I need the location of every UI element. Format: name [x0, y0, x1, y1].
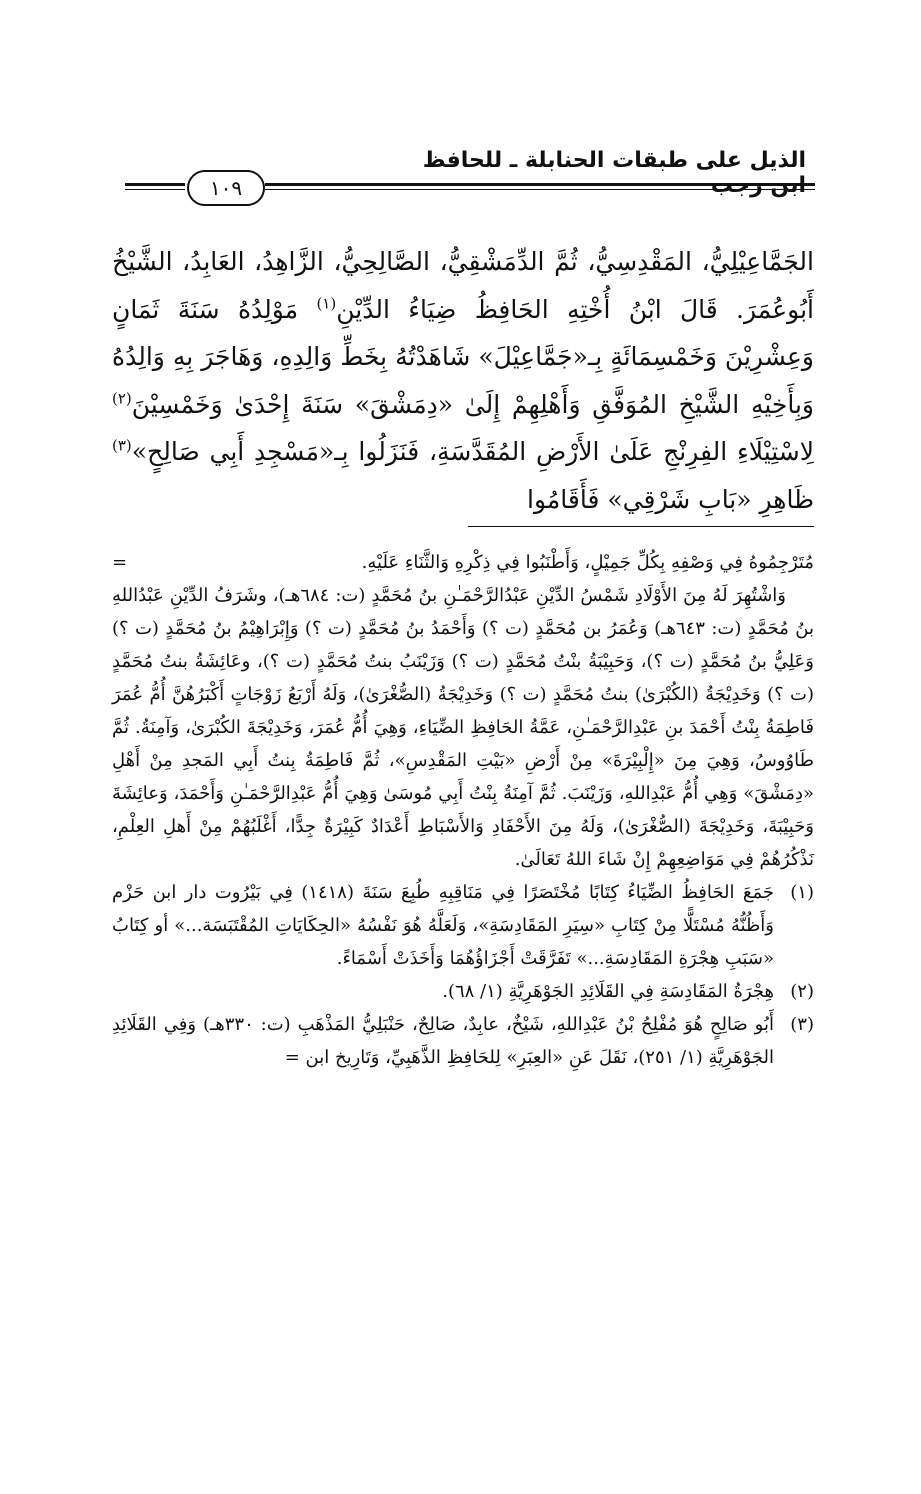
footnote-2-marker: (٢) — [790, 981, 814, 1002]
footnote-1-text: جَمَعَ الحَافِظُ الضِّيَاءُ كِتَابًا مُخْتَصَرًا فِي مَنَاقِبِهِ طُبِعَ سَنَةَ (١٤١٨) فِي بَيْرُوت دار ابن حَزْم وَأَظُنُّهُ مُسْتَلًّا مِنْ كِتَابِ «سِيَرِ المَقَادِسَةِ»، وَلَعَلَّهُ هُوَ نَفْسُهُ «الحِكَايَاتِ المُقْتَبَسَة...» أو كِتَابُ «سَبَبِ هِجْرَةِ المَقَادِسَةِ...» تَفَرَّقَتْ أَجْزَاؤُهُمَا وَأَخَذَتْ أَسْمَاءً. — [112, 882, 775, 969]
footnote-1 — [112, 876, 814, 975]
footnote-ref-3: (٣) — [112, 436, 132, 455]
footnote-divider — [468, 526, 814, 527]
footnote-continuation-text: مُتَرْجِمُوهُ فِي وَصْفِهِ بِكُلِّ جَمِيْلٍ، وَأَطْنَبُوا فِي ذِكْرِهِ وَالثَّنَاءِ عَلَيْهِ. — [361, 552, 814, 573]
footnote-continuation — [112, 546, 814, 579]
footnote-2-text: هِجْرَةُ المَقَادِسَةِ فِي القَلَائِدِ الجَوْهَرِيَّةِ (١/ ٦٨). — [442, 981, 774, 1002]
running-title: الذيل على طبقات الحنابلة ـ للحافظ ابن رجب — [422, 148, 806, 198]
main-text-part-2: مَوْلِدُهُ سَنَةَ ثَمَانٍ وَعِشْرِيْنَ وَخَمْسِمَائَةٍ بِـ«جَمَّاعِيْلَ» شَاهَدْتُهُ بِخَطِّ وَالِدِهِ، وَهَاجَرَ بِهِ وَالِدُهُ وَبِأَخِيْهِ الشَّيْخِ المُوَفَّقِ وَأَهْلِهِمْ إِلَىٰ «دِمَشْقَ» سَنَةَ إِحْدَىٰ وَخَمْسِيْنَ — [112, 294, 814, 419]
footnote-ref-1: (١) — [316, 294, 337, 313]
footnote-1-marker: (١) — [790, 882, 814, 903]
main-text-block — [112, 238, 814, 523]
footnote-ref-2: (٢) — [112, 389, 132, 408]
footnote-2 — [112, 975, 814, 1008]
page-number: ١٠٩ — [187, 170, 265, 206]
main-text-part-1: الجَمَّاعِيْلِيُّ، المَقْدِسِيُّ، ثُمَّ الدِّمَشْقِيُّ، الصَّالِحِيُّ، الزَّاهِدُ، العَابِدُ، الشَّيْخُ أَبُوعُمَرَ. قَالَ ابْنُ أُخْتِهِ الحَافِظُ ضِيَاءُ الدِّيْنِ — [112, 247, 814, 324]
rule-left-segment — [125, 183, 185, 190]
footnote-3 — [112, 1008, 814, 1074]
footnote-continuation-paragraph: وَاشْتُهِرَ لَهُ مِنَ الأَوْلَادِ شَمْسُ الدِّيْنِ عَبْدُالرَّحْمَـٰنِ بنُ مُحَمَّدٍ (ت: ٦٨٤هـ)، وشَرَفُ الدِّيْنِ عَبْدُاللهِ بنُ مُحَمَّدٍ (ت: ٦٤٣هـ) وَعُمَرُ بن مُحَمَّدٍ (ت ؟) وَأَحْمَدُ بنُ مُحَمَّدٍ (ت ؟) وَإِبْرَاهِيْمُ بنُ مُحَمَّدٍ (ت ؟) وَعَلِيُّ بنُ مُحَمَّدٍ (ت ؟)، وَحَبِيْبَةُ بنْتُ مُحَمَّدٍ (ت ؟) وَزَيْنَبُ بنتُ مُحَمَّدٍ (ت ؟)، وعَائِشَةُ بنتُ مُحَمَّدٍ (ت ؟) وَخَدِيْجَةُ (الكُبْرَىٰ) بنتُ مُحَمَّدٍ (ت ؟) وَخَدِيْجَةُ (الصُّغْرَىٰ)، وَلَهُ أَرْبَعُ زَوْجَاتٍ أَكْبَرُهُنَّ أُمُّ عُمَرَ فَاطِمَةُ بِنْتُ أَحْمَدَ بنِ عَبْدِالرَّحْمَـٰنِ، عَمَّةُ الحَافِظِ الضِّيَاءِ، وَهِيَ أُمُّ عُمَرَ، وَخَدِيْجَةَ الكُبْرَىٰ، وَآمِنَةُ. ثُمَّ طَاوُوسُ، وَهِيَ مِنَ «إِلْبِيْرَةَ» مِنْ أَرْضِ «بَيْتِ المَقْدِسِ»، ثُمَّ فَاطِمَةُ بِنتُ أَبِي المَجدِ مِنْ أَهْلِ «دِمَشْقَ» وَهِي أُمُّ عَبْدِاللهِ، وَزَيْنَبَ. ثُمَّ آمِنَةُ بِنْتُ أَبِي مُوسَىٰ وَهِيَ أُمُّ عَبْدِالرَّحْمَـٰنِ وَأَحْمَدَ، وَعائِشَةَ وَحَبِيْبَةَ، وَخَدِيْجَةَ (الصُّغْرَىٰ)، وَلَهُ مِنَ الأَحْفَادِ وَالأَسْبَاطِ أَعْدَادٌ كَبِيْرَةٌ جِدًّا، أَغْلَبُهُمْ مِنْ أَهلِ العِلْمِ، نَذْكُرُهُمْ فِي مَوَاضِعِهِمْ إِنْ شَاءَ اللهُ تَعَالَىٰ. — [112, 585, 814, 870]
header-rule — [125, 170, 815, 206]
continuation-marker: = — [112, 552, 128, 573]
main-text-part-4: ظَاهِرِ «بَابِ شَرْقِي» فَأَقَامُوا — [527, 484, 814, 514]
main-text-part-3: لِاسْتِيْلَاءِ الفِرِنْجِ عَلَىٰ الأَرْضِ المُقَدَّسَةِ، فَنَزَلُوا بِـ«مَسْجِدِ أَبِي صَالِحٍ» — [131, 437, 814, 466]
footnotes-block — [112, 546, 814, 1074]
footnote-3-text: أَبُو صَالِحٍ هُوَ مُفْلِحُ بْنُ عَبْدِاللهِ، شَيْخٌ، عابِدٌ، صَالِحٌ، حَنْبَلِيُّ المَذْهَبِ (ت: ٣٣٠هـ) وَفِي القَلَائِدِ الجَوْهَرِيَّةِ (١/ ٢٥١)، نَقَلَ عَنِ «العِبَرِ» لِلحَافِظِ الذَّهَبِيِّ، وَتَارِيخ ابن = — [112, 1014, 774, 1068]
footnote-3-marker: (٣) — [790, 1014, 814, 1035]
rule-right-segment — [265, 183, 815, 190]
